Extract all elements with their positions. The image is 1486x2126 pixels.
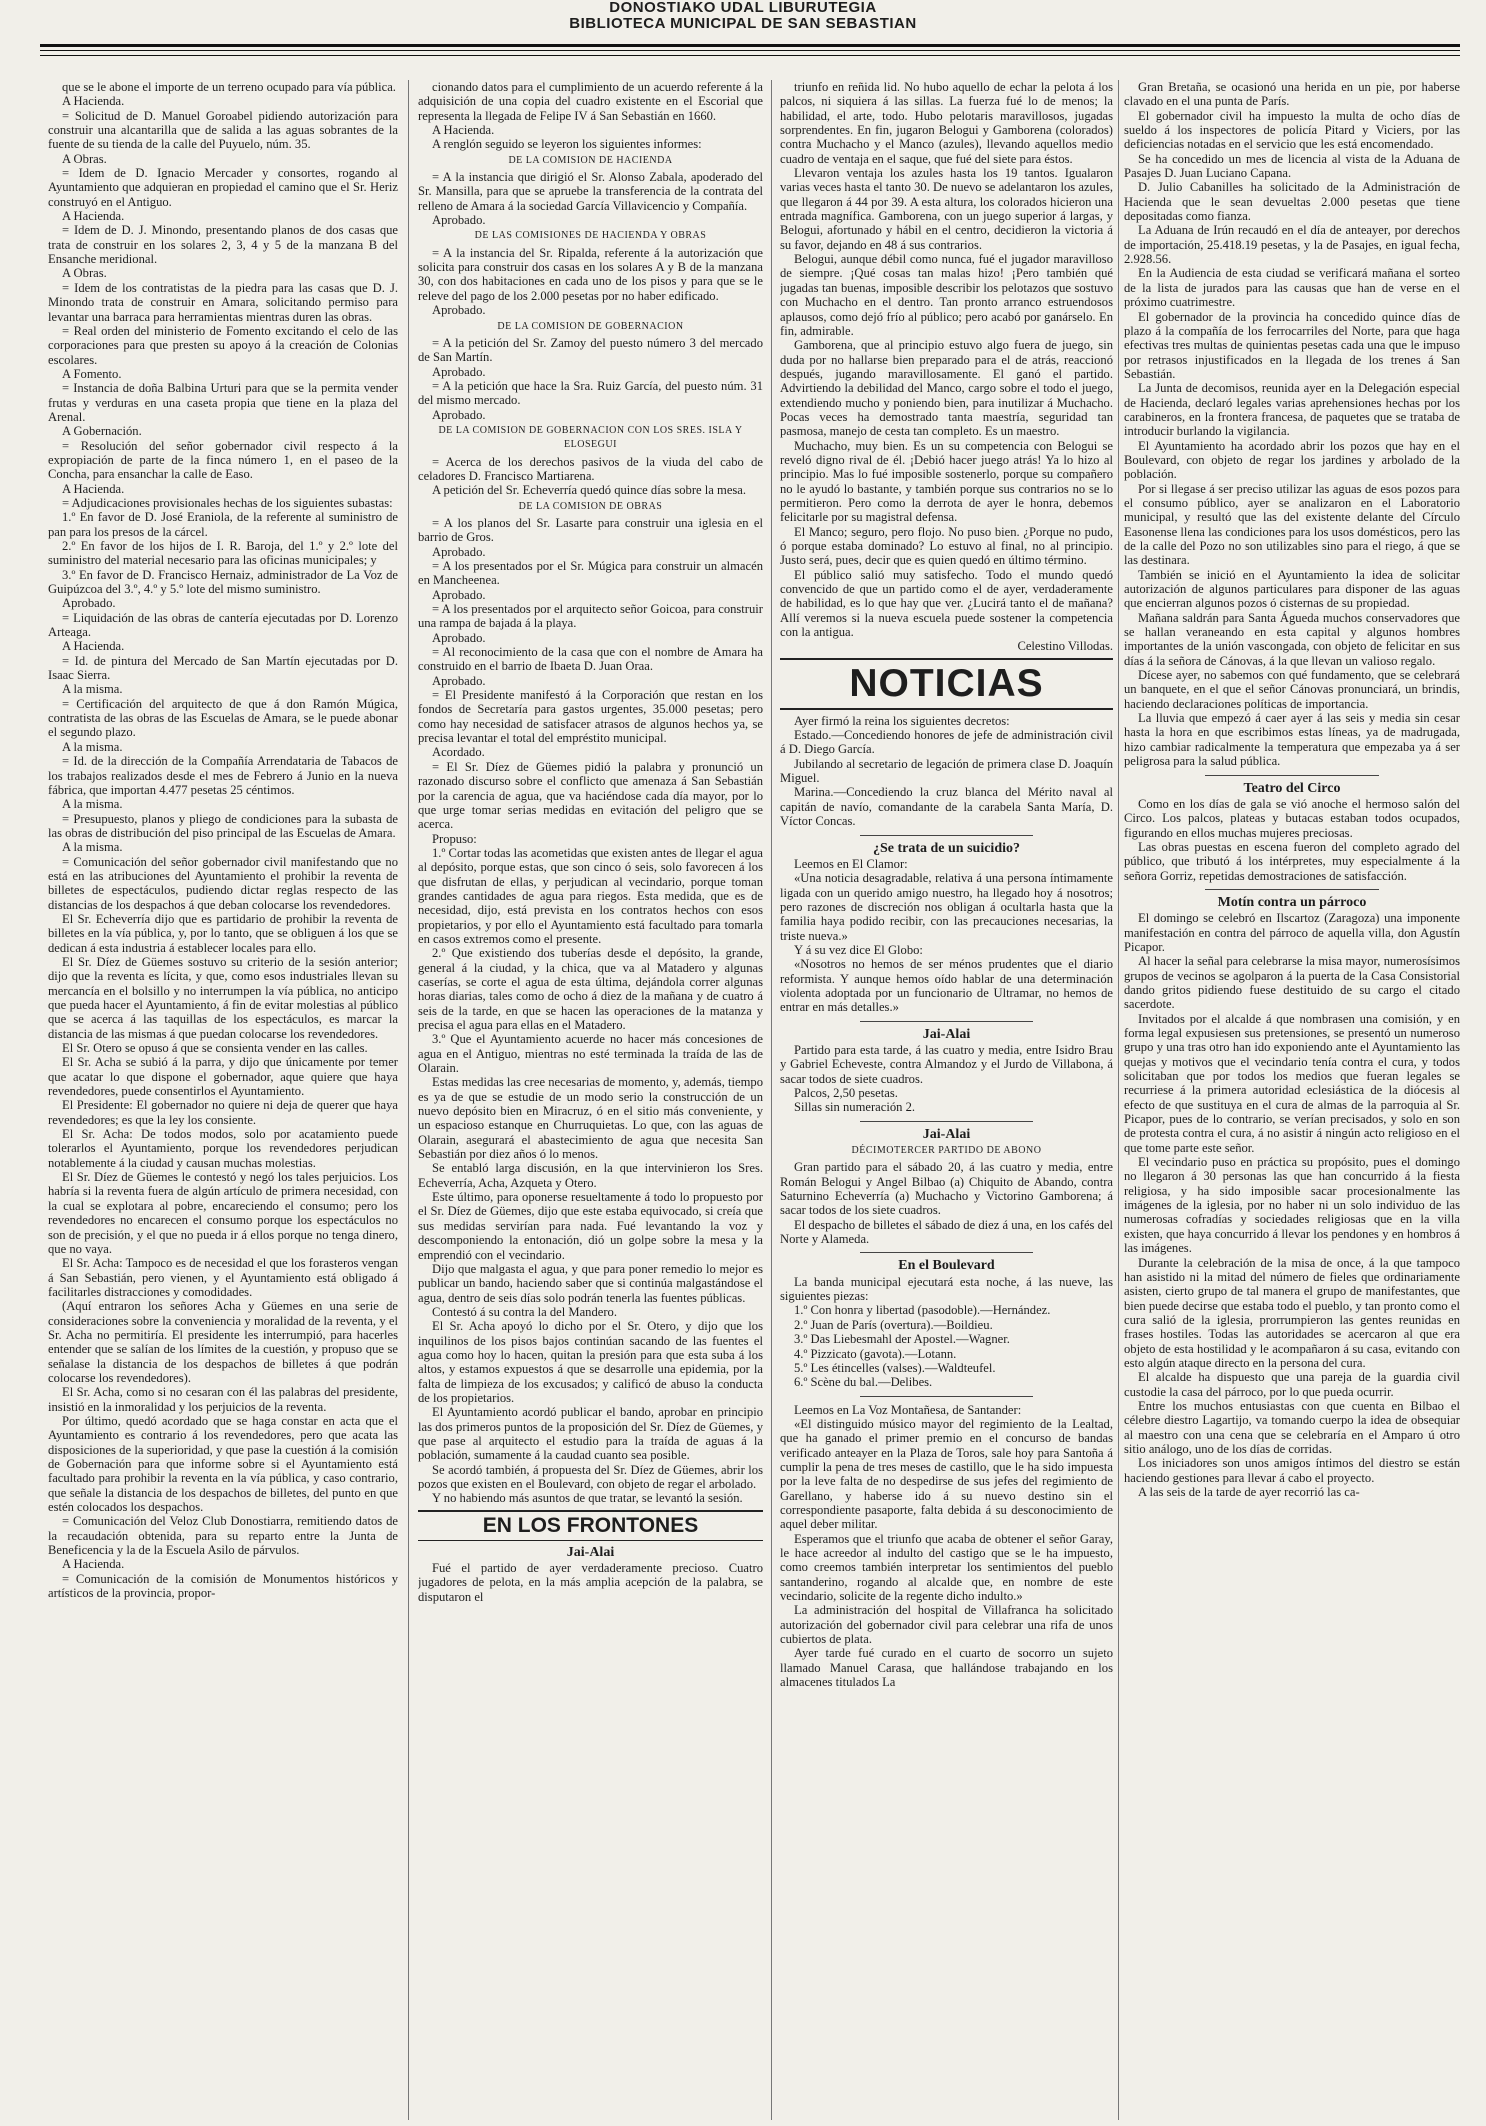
paragraph: = Real orden del ministerio de Fomento excitando el celo de las corporaciones para que presten su apoyo á la creación de Colonias escolares.	[48, 323, 398, 367]
paragraph: 2.º Juan de París (overtura).—Boildieu.	[794, 1317, 993, 1332]
paragraph: «Nosotros no hemos de ser ménos prudentes que el diario reformista. Y aunque hemos oído hablar de una determinación violenta adoptada por un funcionario de Ultramar, no hemos de entrar en más detalles.»	[780, 957, 1113, 1015]
paragraph: Palcos, 2,50 pesetas.	[794, 1086, 898, 1100]
header-rule-thick	[40, 44, 1460, 47]
paragraph: «Una noticia desagradable, relativa á una persona íntimamente ligada con un querido amigo nuestro, ha llegado hoy á nosotros; pero razones de discreción nos obligan á ocultarla hasta que la familia haya podido recibir, con las precauciones necesarias, la triste nueva.»	[780, 871, 1113, 943]
paragraph: 5.º Les étincelles (valses).—Waldteufel.	[794, 1360, 996, 1375]
paragraph: = Resolución del señor gobernador civil respecto á la expropiación de parte de la finca número 1, en el paseo de la Concha, para ensanchar la calle de Easo.	[48, 438, 398, 482]
signature: Celestino Villodas.	[1017, 639, 1113, 654]
paragraph: = Id. de la dirección de la Compañía Arrendataria de Tabacos de los trabajos realizados desde el mes de Febrero á Junio en la nueva fábrica, que importan 4.477 pesetas 25 céntimos.	[48, 754, 398, 797]
column-divider	[408, 80, 409, 2120]
paragraph: 1.º En favor de D. José Eraniola, de la referente al suministro de pan para los presos de la cárcel.	[48, 510, 398, 539]
paragraph: Muchacho, muy bien. Es un su competencia con Belogui se reveló digno rival de él. ¡Debió hacer juego atrás! Ya lo hizo al principio. Mas lo fué imposible sostenerlo, porque su compañero no le ayudó lo bastante, y también porque sus contrarios no se lo permitieron. Pero como la derrota de ayer le honra, debemos felicitarle por su magistral defensa.	[780, 438, 1113, 525]
paragraph: Sillas sin numeración 2.	[794, 1100, 916, 1115]
paragraph: A Obras.	[62, 266, 107, 281]
paragraph: El alcalde ha dispuesto que una pareja de la guardia civil custodie la casa del párroco, por lo que pueda ocurrir.	[1124, 1370, 1460, 1399]
paragraph: = Solicitud de D. Manuel Goroabel pidiendo autorización para construir una alcantarilla que de salida a las aguas sobrantes de la fuente de su tienda de la calle del Puyuelo, núm. 35.	[48, 108, 398, 152]
paragraph: = Instancia de doña Balbina Urturi para que se la permita vender frutas y verduras en una caseta propia que tiene en la plaza del Arenal.	[48, 381, 398, 424]
paragraph: El Sr. Acha apoyó lo dicho por el Sr. Otero, y dijo que los inquilinos de los pisos bajos continúan sacando de las fuentes el agua como hoy lo hacen, quitan la presión para que esta suba á los altos, y estamos expuestos á que se desarrolle una epidemia, por la falta de limpieza de los excusados; y calificó de abuso la conducta de los propietarios.	[418, 1319, 763, 1405]
column-divider	[1118, 80, 1119, 2120]
paragraph: Llevaron ventaja los azules hasta los 19 tantos. Igualaron varias veces hasta el tanto 30. De nuevo se adelantaron los azules, que llegaron á 44 por 39. A esta altura, los colorados hicieron una entrada magnífica. Gamborena, con un juego superior á largas, y Belogui, afortunado y hábil en el centro, decidieron la victoria á su favor, dejando en 48 á sus contrarios.	[780, 166, 1113, 252]
section-heading: DE LA COMISION DE GOBERNACION CON LOS SRES. ISLA Y ELOSEGUI	[438, 424, 743, 451]
paragraph: = Al reconocimiento de la casa que con el nombre de Amara ha construido en el barrio de Ibaeta D. Juan Oraa.	[418, 645, 763, 674]
paragraph: Y no habiendo más asuntos de que tratar, se levantó la sesión.	[432, 1491, 743, 1506]
paragraph: La lluvia que empezó á caer ayer á las seis y media sin cesar hasta la hora en que escribimos estas líneas, ya de madrugada, hizo cambiar radicalmente la temperatura que empezaba ya á ser peligrosa para la salud pública.	[1124, 711, 1460, 769]
paragraph: = Comunicación del señor gobernador civil manifestando que no está en las atribuciones del Ayuntamiento el prohibir la reventa de billetes de espectáculos, pudiendo dictar reglas respecto de las distancias de los despachos á que deban colocarse los revendedores.	[48, 854, 398, 912]
paragraph: Al hacer la señal para celebrarse la misa mayor, numerosísimos grupos de vecinos se agolparon á la puerta de la Casa Consistorial dando gritos pidiendo fuese destituido de su cargo el citado sacerdote.	[1124, 954, 1460, 1012]
paragraph: El despacho de billetes el sábado de diez á una, en los cafés del Norte y Alameda.	[780, 1217, 1113, 1247]
separator	[860, 835, 1033, 836]
paragraph: (Aquí entraron los señores Acha y Güemes en una serie de consideraciones sobre la conveniencia y moralidad de la reventa, y el Sr. Acha no permitiría. El presidente les interrumpió, para hacerles entender que se salían de los límites de la cuestión, y propuso que se señalase la distancia de los despachos de billetes á que podrán colocarse los revendedores).	[48, 1299, 398, 1385]
paragraph: 2.º En favor de los hijos de I. R. Baroja, del 1.º y 2.º lote del suministro del material necesario para las oficinas municipales; y	[48, 539, 398, 568]
paragraph: = Comunicación de la comisión de Monumentos históricos y artísticos de la provincia, propor-	[48, 1571, 398, 1601]
paragraph: Gamborena, que al principio estuvo algo fuera de juego, sin duda por no hallarse bien preparado para el de atrás, reaccionó después, jugando maravillosamente. El ganó el partido. Advirtiendo la debilidad del Manco, cargo sobre el todo el juego, extendiendo mucho y poniendo bien, para inutilizar á Muchacho. Pocas veces ha demostrado tanta maestría, seguridad tan pasmosa, manejo de cesta tan completo. Es un maestro.	[780, 338, 1113, 439]
paragraph: Aprobado.	[432, 213, 486, 228]
paragraph: cionando datos para el cumplimiento de un acuerdo referente á la adquisición de una copia del cuadro existente en el Escorial que representa la llegada de Felipe IV á San Sebastián en 1660.	[418, 80, 763, 123]
separator	[1205, 889, 1380, 890]
paragraph: Se entabló larga discusión, en la que intervinieron los Sres. Echeverría, Acha, Azqueta y Otero.	[418, 1161, 763, 1190]
paragraph: 6.º Scène du bal.—Delibes.	[794, 1375, 933, 1390]
jaialai-heading-2: Jai-Alai	[922, 1126, 971, 1142]
paragraph: Dícese ayer, no sabemos con qué fundamento, que se celebrará un banquete, en el que el señor Cánovas pronunciará, un brindis, haciendo declaraciones políticas de importancia.	[1124, 668, 1460, 711]
separator	[860, 1021, 1033, 1022]
misc-news	[780, 1403, 1113, 1690]
paragraph: El Presidente: El gobernador no quiere ni deja de querer que haya revendedores; es que la ley los consiente.	[48, 1098, 398, 1127]
obras-items	[418, 516, 763, 1506]
paragraph: triunfo en reñida lid. No hubo aquello de echar la pelota á los palcos, ni siquiera á las sillas. La fuerza fué lo de menos; la habilidad, el arte, todo. Hubo pelotaris maravillosos, jugadas sorprendentes. En fin, jugaron Belogui y Gamborena (colorados) contra Muchacho y el Manco (azules), llevando aquellos medio cuadro de ventaja en el saque, que fué del siete para éstos.	[780, 80, 1113, 166]
column-4	[1124, 80, 1460, 2120]
section-heading: DE LA COMISION DE HACIENDA	[508, 154, 673, 166]
paragraph: El Sr. Acha: De todos modos, solo por acatamiento puede tolerarlos el Ayuntamiento, porque los revendedores perjudican notablemente á la ciudad y causan muchas molestias.	[48, 1127, 398, 1170]
paragraph: 2.º Que existiendo dos tuberías desde el depósito, la grande, general á la ciudad, y la chica, que va al Matadero y algunas caserías, se corte el agua de esta última, dejándola correr algunas horas diarias, tales como de ocho á diez de la mañana y de cuatro á seis de la tarde, en que se hacen las operaciones de la matanza y precisa el agua para ellas en el Matadero.	[418, 946, 763, 1032]
paragraph: A renglón seguido se leyeron los siguientes informes:	[432, 137, 702, 152]
column-2	[418, 80, 763, 2120]
pelota-report	[780, 80, 1113, 639]
paragraph: Belogui, aunque débil como nunca, fué el jugador maravilloso de siempre. ¡Qué cosas tan malas hizo! ¡Pero también qué jugadas tan buenas, imposible describir los pelotazos que sostuvo con Muchacho en el dentro. Tan pronto arranco estruendosos aplausos, como dejó frío al público; pero acabó por ganárselo. En fin, admirable.	[780, 252, 1113, 338]
paragraph: = A la petición que hace la Sra. Ruiz García, del puesto núm. 31 del mismo mercado.	[418, 378, 763, 408]
paragraph: En la Audiencia de esta ciudad se verificará mañana el sorteo de la lista de jurados para las causas que han de verse en el próximo cuatrimestre.	[1124, 266, 1460, 310]
paragraph: que se le abone el importe de un terreno ocupado para vía pública.	[62, 80, 396, 94]
paragraph: A las seis de la tarde de ayer recorrió las ca-	[1138, 1485, 1360, 1499]
paragraph: El Sr. Echeverría dijo que es partidario de prohibir la reventa de billetes en la vía pública, y, por lo tanto, que se obliguen á los que se dedican á esta industria á establecer locales para ello.	[48, 911, 398, 955]
paragraph: El Sr. Díez de Güemes sostuvo su criterio de la sesión anterior; dijo que la reventa es lícita, y que, como esos industriales llevan su mercancía en el bolsillo y no interrumpen la vía pública, no anticipo que pueda hacer el Ayuntamiento, á fin de evitar molestias al público que se acerca á las taquillas de los espectáculos, es marcar la distancia de las mismas á que puedan colocarse los revendedores.	[48, 954, 398, 1041]
motin-heading: Motín contra un párroco	[1217, 894, 1367, 910]
paragraph: Acordado.	[432, 745, 485, 760]
paragraph: Y á su vez dice El Globo:	[794, 942, 923, 957]
paragraph: Aprobado.	[432, 630, 486, 645]
paragraph: El público salió muy satisfecho. Todo el mundo quedó convencido de que un partido como el de ayer, verdaderamente de habilidad, es lo que hay que ver. ¿Lucirá tanto el de mañana? Allí veremos si la nueva escuela puede sostener la competencia con la antigua.	[780, 567, 1113, 640]
paragraph: = Idem de los contratistas de la piedra para las casas que D. J. Minondo trata de construir en Amara, solicitando permiso para levantar una barraca para herramientas mientras duren las obras.	[48, 280, 398, 324]
paragraph: Marina.—Concediendo la cruz blanca del Mérito naval al capitán de navío, comandante de la carabela Santa María, D. Víctor Concas.	[780, 785, 1113, 829]
paragraph: Esperamos que el triunfo que acaba de obtener el señor Garay, le hace acreedor al indulto del castigo que se le ha impuesto, como creemos también interpretar los sentimientos del pueblo santanderino, rogando al alcalde que, en nombre de este vecindario, solicite de la regente dicho indulto.»	[780, 1531, 1113, 1603]
paragraph: A la misma.	[62, 797, 123, 812]
separator	[1205, 775, 1380, 776]
motin-news	[1124, 911, 1460, 1499]
paragraph: Se ha concedido un mes de licencia al vista de la Aduana de Pasajes D. Juan Luciano Capana.	[1124, 151, 1460, 181]
paragraph: Este último, para oponerse resueltamente á todo lo propuesto por el Sr. Díez de Güemes, dijo que este estaba equivocado, si creía que sus medidas servirían para nada. Fué levantando la voz y descomponiendo la entonación, dió un golpe sobre la mesa y la emprendió con el vecindario.	[418, 1190, 763, 1262]
paragraph: Los iniciadores son unos amigos íntimos del diestro se están haciendo gestiones para llevar á cabo el proyecto.	[1124, 1456, 1460, 1485]
archive-header-line1: DONOSTIAKO UDAL LIBURUTEGIA	[609, 0, 877, 16]
paragraph: El Sr. Díez de Güemes le contestó y negó los tales perjuicios. Los habría si la reventa fuera de algún artículo de primera necesidad, con la cual se explotara al pobre, encareciendo el consumo; pero los revendedores no encarecen el consumo porque los espectáculos no son de precisión, y el que no pueda ir á ellos porque no tenga dinero, que no vaya.	[48, 1170, 398, 1256]
paragraph: «El distinguido músico mayor del regimiento de la Lealtad, que ha ganado el primer premio en el concurso de bandas verificado anteayer en la Plaza de Toros, sale hoy para Santoña á cumplir la pena de tres meses de castillo, que le ha sido impuesta por la leve falta de no despedirse de sus jefes del regimiento de Garellano, y haberse ido á su nuevo destino sin el correspondiente pasaporte, falta debida á su desconocimiento de aquel deber militar.	[780, 1416, 1113, 1532]
archive-header-line2: BIBLIOTECA MUNICIPAL DE SAN SEBASTIAN	[569, 15, 917, 32]
noticias-headline: NOTICIAS	[780, 658, 1113, 710]
archive-header	[0, 0, 1486, 32]
paragraph: Aprobado.	[432, 544, 486, 559]
paragraph: A la misma.	[62, 739, 123, 754]
paragraph: Entre los muchos entusiastas con que cuenta en Bilbao el célebre diestro Lagartijo, va tomando cuerpo la idea de obsequiar al maestro con una cena que se celebraría en el Amparo ú otro sitio análogo, uno de los días de corridas.	[1124, 1398, 1460, 1456]
jaialai-announcement	[780, 1043, 1113, 1115]
paragraph: = Adjudicaciones provisionales hechas de los siguientes subastas:	[62, 495, 393, 510]
paragraph: = A los presentados por el arquitecto señor Goicoa, para construir una rampa de bajada á la playa.	[418, 602, 763, 631]
paragraph: Gran Bretaña, se ocasionó una herida en un pie, por haberse clavado en el una punta de París.	[1124, 80, 1460, 109]
separator	[860, 1121, 1033, 1122]
paragraph: A Hacienda.	[62, 639, 125, 654]
paragraph: = Presupuesto, planos y pliego de condiciones para la subasta de las obras de distribución del piso principal de las Escuelas de Amara.	[48, 811, 398, 840]
jaialai-subheading: DÉCIMOTERCER PARTIDO DE ABONO	[851, 1145, 1042, 1157]
suicidio-heading: ¿Se trata de un suicidio?	[872, 840, 1020, 856]
paragraph: El domingo se celebró en Ilscartoz (Zaragoza) una imponente manifestación en contra del párroco de aquella villa, don Agustín Picapor.	[1124, 911, 1460, 954]
paragraph: Por si llegase á ser preciso utilizar las aguas de esos pozos para el consumo público, ayer se analizaron en el Laboratorio municipal, y resultó que las del existente delante del Círculo Easonense llena las condiciones para los usos domésticos, pero las de la calle del Pozo no son utilizables sino para el riego, á que se las destinara.	[1124, 481, 1460, 568]
boulevard-heading: En el Boulevard	[898, 1258, 995, 1274]
hacienda-obras-items	[418, 246, 763, 318]
paragraph: Propuso:	[432, 831, 477, 846]
paragraph: El Sr. Otero se opuso á que se consienta vender en las calles.	[62, 1041, 368, 1056]
paragraph: También se inició en el Ayuntamiento la idea de solicitar autorización de algunos particulares para disponer de las aguas que encierran algunos pozos ó cisternas de su propiedad.	[1124, 567, 1460, 611]
column-3	[780, 80, 1113, 2120]
paragraph: Contestó á su contra la del Mandero.	[432, 1304, 618, 1319]
section-heading: DE LAS COMISIONES DE HACIENDA Y OBRAS	[474, 230, 707, 242]
paragraph: = Comunicación del Veloz Club Donostiarra, remitiendo datos de la recaudación obtenida, para su reparto entre la Junta de Beneficencia y la de la Escuela Asilo de párvulos.	[48, 1514, 398, 1558]
paragraph: A Hacienda.	[62, 209, 125, 224]
paragraph: = A la instancia del Sr. Ripalda, referente á la autorización que solicita para construir dos casas en los solares A y B de la manzana 30, con dos habitaciones en cada uno de los pisos y para que se le releve del pago de los 2.000 pesetas por no haber edificado.	[418, 245, 763, 303]
jaialai-subheading: Jai-Alai	[566, 1544, 615, 1560]
paragraph: El Sr. Acha: Tampoco es de necesidad el que los forasteros vengan á San Sebastián, pero vienen, y el Ayuntamiento está obligado á facilitarles distracciones y comodidades.	[48, 1256, 398, 1299]
paragraph: A Hacienda.	[62, 1557, 125, 1572]
frontones-headline: EN LOS FRONTONES	[418, 1510, 763, 1541]
minutes-continued	[418, 80, 763, 152]
concert-program	[780, 1275, 1113, 1390]
paragraph: Leemos en El Clamor:	[794, 856, 908, 871]
paragraph: = Idem de D. Ignacio Mercader y consortes, rogando al Ayuntamiento que adquieran en propiedad el camino que el Sr. Heriz construyó en el Antiguo.	[48, 166, 398, 209]
circo-news	[1124, 797, 1460, 883]
paragraph: A Hacienda.	[62, 481, 125, 496]
paragraph: = A la instancia que dirigió el Sr. Alonso Zabala, apoderado del Sr. Mansilla, para que se apruebe la transferencia de la contrata del relleno de Amara á la sociedad García Villavicencio y Compañía.	[418, 170, 763, 213]
suicidio-news	[780, 857, 1113, 1015]
paragraph: Estado.—Concediendo honores de jefe de administración civil á D. Diego García.	[780, 728, 1113, 757]
paragraph: Por último, quedó acordado que se haga constar en acta que el Ayuntamiento es contrario á los revendedores, pero que acata las disposiciones de la superioridad, y que pase la cuestión á la comisión de Gobernación para que informe sobre si el Ayuntamiento está facultado para prohibir la reventa en la vía pública, y caso contrario, que señale la distancia de los despachos de billetes, del punto en que estén colocados los despachos.	[48, 1413, 398, 1515]
paragraph: Invitados por el alcalde á que nombrasen una comisión, y en forma legal expusiesen sus pretensiones, se presentó un numeroso grupo y una tras otro han ido exponiendo ante el Ayuntamiento las quejas y motivos que el vecindario tenía contra el cura, y todos solicitaban que por todos los medios que fueran legales se recurriese á la primera autoridad eclesiástica de la diócesis al efecto de que sustituya en el cura de almas de la parroquia al Sr. Picapor, pues de lo contrario, se verían precisados, y solo en son de protesta contra el cura, á no asistir á ningún acto religioso en el que tome parte este señor.	[1124, 1011, 1460, 1155]
gobernacion-srs-items	[418, 455, 763, 498]
paragraph: A la misma.	[62, 682, 123, 697]
paragraph: Ayer firmó la reina los siguientes decretos:	[794, 713, 1010, 728]
paragraph: Aprobado.	[432, 364, 486, 379]
paragraph: A Obras.	[62, 151, 107, 166]
paragraph: Aprobado.	[432, 407, 486, 422]
separator	[860, 1396, 1033, 1397]
paragraph: El vecindario puso en práctica su propósito, pues el domingo no llegaron á 30 personas las que han concurrido á la fiesta religiosa, y ha sido imposible sacar procesionalmente las imágenes de la iglesia, por no haber ni un solo individuo de las numerosas cofradías y sociedades religiosas que en la villa existen, que haya concurrido á llevar los pendones y en hombros á las imágenes.	[1124, 1155, 1460, 1256]
paragraph: 1.º Cortar todas las acometidas que existen antes de llegar el agua al depósito, porque estas, que son cinco ó seis, solo favorecen á los que disfrutan de ellas, y perjudican al vecindario, porque toman grandes cantidades de agua para riegos. Esta medida, que es de necesidad, dijo, está prevista en los contratos hechos con esos propietarios, y por ello el Ayuntamiento está facultado para tomarla en casos extremos como el presente.	[418, 845, 763, 946]
paragraph: El Ayuntamiento acordó publicar el bando, aprobar en principio las dos primeros puntos de la proposición del Sr. Díez de Güemes, y que pase al arquitecto el estudio para la traída de aguas á la población, sumamente á la caudad cuanto sea posible.	[418, 1405, 763, 1463]
paragraph: La administración del hospital de Villafranca ha solicitado autorización del gobernador civil para celebrar una rifa de unos cubiertos de plata.	[780, 1603, 1113, 1647]
circo-heading: Teatro del Circo	[1243, 780, 1341, 796]
paragraph: = Idem de D. J. Minondo, presentando planos de dos casas que trata de construir en los solares 2, 3, 4 y 5 de la manzana B del Ensanche meridional.	[48, 223, 398, 267]
paragraph: Estas medidas las cree necesarias de momento, y, además, tiempo es ya de que se estudie de un modo serio la construcción de un nuevo depósito bien en Miracruz, ó en el sitio más conveniente, y un espacioso estanque en Churruquietas. Lo que, con las aguas de Olarain, asegurará el abastecimiento de agua que necesita San Sebastián por diez años ó lo menos.	[418, 1075, 763, 1162]
paragraph: Las obras puestas en escena fueron del completo agrado del público, que tributó á los intérpretes, muy especialmente á la señora Gorriz, repetidas demostraciones de satisfacción.	[1124, 839, 1460, 883]
paragraph: Aprobado.	[432, 587, 486, 602]
gobernacion-items	[418, 336, 763, 422]
jaialai-abono	[780, 1160, 1113, 1246]
paragraph: El gobernador de la provincia ha concedido quince días de plazo á la compañía de los ferrocarriles del Norte, para que haga efectivas tres multas de quinientas pesetas cada una que le impuso por retrasos injustificados en la llegada de los trenes á San Sebastián.	[1124, 309, 1460, 381]
column-1	[48, 80, 398, 2120]
paragraph: 3.º Que el Ayuntamiento acuerde no hacer más concesiones de agua en el Antiguo, mientras no esté terminada la traída de las de Olarain.	[418, 1032, 763, 1076]
paragraph: Como en los días de gala se vió anoche el hermoso salón del Circo. Los palcos, plateas y butacas estaban todos ocupados, figurando en ellos muchas mujeres preciosas.	[1124, 796, 1460, 840]
paragraph: Jubilando al secretario de legación de primera clase D. Joaquín Miguel.	[780, 756, 1113, 786]
column-1-text	[48, 80, 398, 1600]
paragraph: = El Sr. Díez de Güemes pidió la palabra y pronunció un razonado discurso sobre el conflicto que amenaza á San Sebastián por la carencia de agua, que va haciéndose cada día mayor, por lo que urge tomar serias medidas en evitación del peligro que se acerca.	[418, 759, 763, 832]
header-rule-thin	[40, 50, 1460, 51]
paragraph: El Manco; seguro, pero flojo. No puso bien. ¿Porque no pudo, ó porque estaba dominado? Lo estuvo al final, no al principio. Justo será, pues, decir que es quien quedó en último término.	[780, 524, 1113, 568]
paragraph: Aprobado.	[62, 596, 116, 611]
paragraph: = A los planos del Sr. Lasarte para construir una iglesia en el barrio de Gros.	[418, 515, 763, 545]
paragraph: El Ayuntamiento ha acordado abrir los pozos que hay en el Boulevard, con objeto de regar los jardines y arbolado de la población.	[1124, 438, 1460, 482]
frontones-report	[418, 1561, 763, 1604]
paragraph: A petición del Sr. Echeverría quedó quince días sobre la mesa.	[432, 483, 747, 498]
paragraph: = A los presentados por el Sr. Múgica para construir un almacén en Mancheenea.	[418, 559, 763, 588]
paragraph: A Hacienda.	[432, 123, 495, 138]
paragraph: Gran partido para el sábado 20, á las cuatro y media, entre Román Belogui y Angel Bilbao (a) Chiquito de Abando, contra Saturnino Echeverría (a) Muchacho y Victorino Gamborena; á sacar todos de los siete cuadros.	[780, 1160, 1113, 1218]
paragraph: A Fomento.	[62, 366, 122, 381]
header-rule-thin-2	[40, 55, 1460, 56]
paragraph: A la misma.	[62, 840, 123, 855]
paragraph: A Gobernación.	[62, 424, 142, 439]
paragraph: El gobernador civil ha impuesto la multa de ocho días de sueldo á los inspectores de policía Pitard y Viciers, por las deficiencias notadas en el servicio que les está encomendado.	[1124, 108, 1460, 152]
paragraph: 3.º En favor de D. Francisco Hernaiz, administrador de La Voz de Guipúzcoa del 3.º, 4.º y 5.º lote del mismo suministro.	[48, 567, 398, 597]
paragraph: La Aduana de Irún recaudó en el día de anteayer, por derechos de importación, 25.418.19 pesetas, y la de Pasajes, en igual fecha, 2.928.56.	[1124, 223, 1460, 267]
paragraph: 1.º Con honra y libertad (pasodoble).—Hernández.	[794, 1303, 1051, 1318]
paragraph: Leemos en La Voz Montañesa, de Santander:	[794, 1402, 1022, 1417]
paragraph: La Junta de decomisos, reunida ayer en la Delegación especial de Hacienda, declaró legales varias aprehensiones hechas por los carabineros, en la frontera francesa, de paquetes que se trataba de introducir burlando la vigilancia.	[1124, 381, 1460, 439]
separator	[860, 1252, 1033, 1253]
paragraph: = Acerca de los derechos pasivos de la viuda del cabo de celadores D. Francisco Martiarena.	[418, 454, 763, 483]
paragraph: El Sr. Acha se subió á la parra, y dijo que únicamente por temer que acatar lo que dispone el gobernador, aque quiere que haya revendedores, puede consentirlos el Ayuntamiento.	[48, 1055, 398, 1099]
paragraph: Aprobado.	[432, 303, 486, 318]
section-heading: DE LA COMISION DE OBRAS	[518, 500, 663, 512]
paragraph: Durante la celebración de la misa de once, á la que tampoco han asistido ni la mitad del número de fieles que ordinariamente asisten, cierto grupo de tal manera el grupo de manifestantes, que bien puede decirse que estaba todo el pueblo, y tan pronto como el cura salió de la iglesia, prorrumpieron las gentes reunidas en frases hostiles. Todas las autoridades se acercaron al que era objeto de esta hostilidad y le acompañaron á su casa, evitando con esto algún ataque directo en la persona del cura.	[1124, 1255, 1460, 1370]
paragraph: Dijo que malgasta el agua, y que para poner remedio lo mejor es publicar un bando, haciendo saber que si continúa malgastándose el agua, dentro de seis días solo podrán tenerla las fuentes públicas.	[418, 1261, 763, 1305]
paragraph: = Id. de pintura del Mercado de San Martín ejecutadas por D. Isaac Sierra.	[48, 653, 398, 683]
paragraph: Aprobado.	[432, 673, 486, 688]
hacienda-items	[418, 170, 763, 227]
paragraph: Fué el partido de ayer verdaderamente precioso. Cuatro jugadores de pelota, en la más amplia acepción de la palabra, se disputaron el	[418, 1561, 763, 1604]
paragraph: Mañana saldrán para Santa Águeda muchos conservadores que se hallan veraneando en esta capital y algunos hombres importantes de la unión vascongada, con objeto de felicitar en sus días á la señora de Cánovas, á la que llevan un valioso regalo.	[1124, 610, 1460, 668]
paragraph: = Certificación del arquitecto de que á don Ramón Múgica, contratista de las obras de las Escuelas de Amara, se le puede abonar el segundo plazo.	[48, 696, 398, 740]
paragraph: = El Presidente manifestó á la Corporación que restan en los fondos de Secretaría para gastos urgentes, 35.000 pesetas; pero como hay necesidad de satisfacer atrasos de algunos hechos ya, se precisa levantar el total del empréstito municipal.	[418, 688, 763, 746]
jaialai-heading: Jai-Alai	[922, 1026, 971, 1042]
column-divider	[771, 80, 772, 2120]
paragraph: Ayer tarde fué curado en el cuarto de socorro un sujeto llamado Manuel Carasa, que hallándose trabajando en los almacenes titulados La	[780, 1646, 1113, 1690]
paragraph: 4.º Pizzicato (gavota).—Lotann.	[794, 1346, 957, 1361]
paragraph: = Liquidación de las obras de cantería ejecutadas por D. Lorenzo Arteaga.	[48, 610, 398, 640]
local-news	[1124, 80, 1460, 769]
paragraph: A Hacienda.	[62, 94, 125, 109]
section-heading: DE LA COMISION DE GOBERNACION	[497, 320, 684, 332]
paragraph: 3.º Das Liebesmahl der Apostel.—Wagner.	[794, 1332, 1010, 1347]
paragraph: El Sr. Acha, como si no cesaran con él las palabras del presidente, insistió en la inmoralidad y los perjuicios de la reventa.	[48, 1385, 398, 1414]
decrees-news	[780, 714, 1113, 829]
paragraph: D. Julio Cabanilles ha solicitado de la Administración de Hacienda que le sean devueltas 2.000 pesetas que tiene depositadas como fianza.	[1124, 180, 1460, 224]
paragraph: Se acordó también, á propuesta del Sr. Díez de Güemes, abrir los pozos que existen en el Boulevard, con objeto de regar el arbolado.	[418, 1462, 763, 1491]
paragraph: Partido para esta tarde, á las cuatro y media, entre Isidro Brau y Gabriel Echeveste, contra Almandoz y el Jurdo de Villabona, á sacar todos de siete cuadros.	[780, 1042, 1113, 1086]
paragraph: = A la petición del Sr. Zamoy del puesto número 3 del mercado de San Martín.	[418, 335, 763, 365]
paragraph: La banda municipal ejecutará esta noche, á las nueve, las siguientes piezas:	[780, 1274, 1113, 1304]
